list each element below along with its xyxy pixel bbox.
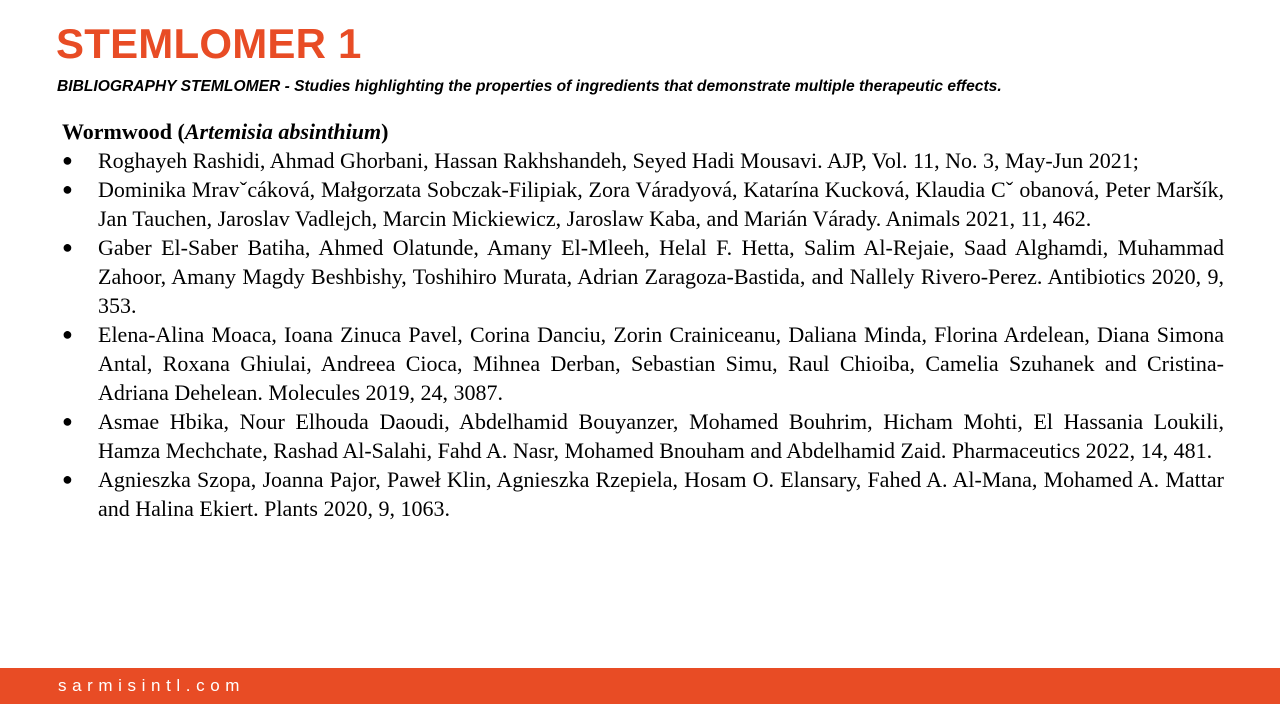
bullet-icon: ● xyxy=(62,324,73,344)
reference-item xyxy=(62,320,1224,407)
bullet-icon: ● xyxy=(62,469,73,489)
reference-text: Roghayeh Rashidi, Ahmad Ghorbani, Hassan Rakhshandeh, Seyed Hadi Mousavi. AJP, Vol. 11, No. 3, May-Jun 2021; xyxy=(98,148,1139,173)
page-subtitle: BIBLIOGRAPHY STEMLOMER - Studies highlighting the properties of ingredients that demonstrate multiple therapeutic effects. xyxy=(57,78,1002,95)
reference-item xyxy=(62,407,1224,465)
reference-text: Elena-Alina Moaca, Ioana Zinuca Pavel, Corina Danciu, Zorin Crainiceanu, Daliana Minda, Florina Ardelean, Diana Simona Antal, Roxana Ghiulai, Andreea Cioca, Mihnea Derban, Sebastian Simu, Raul Chioiba, Camelia Szuhanek and Cristina-Adriana Dehelean. Molecules 2019, 24, 3087. xyxy=(98,322,1224,405)
reference-item xyxy=(62,465,1224,523)
bullet-icon: ● xyxy=(62,179,73,199)
section-heading-name: Wormwood ( xyxy=(62,119,185,144)
bullet-icon: ● xyxy=(62,237,73,257)
reference-item xyxy=(62,233,1224,320)
page-title: STEMLOMER 1 xyxy=(56,20,362,67)
reference-item xyxy=(62,146,1224,175)
section-heading xyxy=(62,117,1224,146)
reference-text: Agnieszka Szopa, Joanna Pajor, Paweł Klin, Agnieszka Rzepiela, Hosam O. Elansary, Fahed A. Al-Mana, Mohamed A. Mattar and Halina Ekiert. Plants 2020, 9, 1063. xyxy=(98,467,1224,521)
bullet-icon: ● xyxy=(62,411,73,431)
reference-list xyxy=(62,146,1224,523)
bibliography-section xyxy=(62,117,1224,523)
reference-text: Dominika Mravˇcáková, Małgorzata Sobczak-Filipiak, Zora Váradyová, Katarína Kucková, Klaudia Cˇ obanová, Peter Maršík, Jan Tauchen, Jaroslav Vadlejch, Marcin Mickiewicz, Jaroslaw Kaba, and Marián Várady. Animals 2021, 11, 462. xyxy=(98,177,1224,231)
bullet-icon: ● xyxy=(62,150,73,170)
footer-bar xyxy=(0,668,1280,704)
footer-website: sarmisintl.com xyxy=(58,676,246,695)
reference-text: Asmae Hbika, Nour Elhouda Daoudi, Abdelhamid Bouyanzer, Mohamed Bouhrim, Hicham Mohti, El Hassania Loukili, Hamza Mechchate, Rashad Al-Salahi, Fahd A. Nasr, Mohamed Bnouham and Abdelhamid Zaid. Pharmaceutics 2022, 14, 481. xyxy=(98,409,1224,463)
section-heading-latin-name: Artemisia absinthium xyxy=(184,119,382,144)
section-heading-close: ) xyxy=(381,119,389,144)
reference-text: Gaber El-Saber Batiha, Ahmed Olatunde, Amany El-Mleeh, Helal F. Hetta, Salim Al-Rejaie, Saad Alghamdi, Muhammad Zahoor, Amany Magdy Beshbishy, Toshihiro Murata, Adrian Zaragoza-Bastida, and Nallely Rivero-Perez. Antibiotics 2020, 9, 353. xyxy=(98,235,1224,318)
reference-item xyxy=(62,175,1224,233)
